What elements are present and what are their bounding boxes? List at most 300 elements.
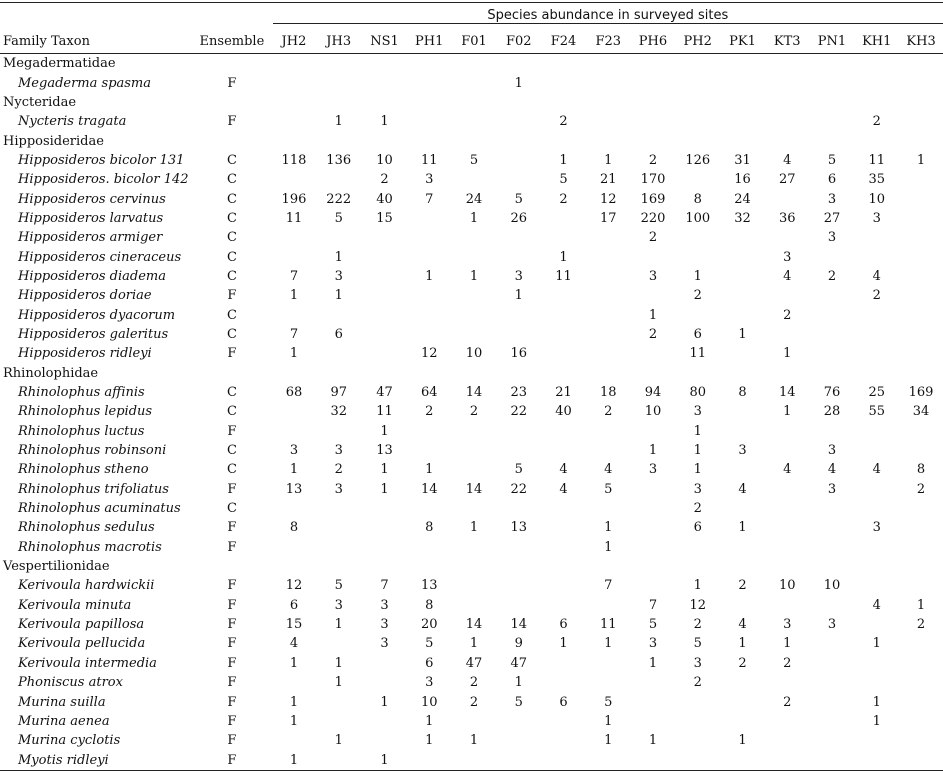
abundance-cell [452, 460, 497, 479]
abundance-cell [854, 422, 899, 441]
empty-cell [899, 54, 943, 74]
abundance-cell [675, 73, 720, 92]
abundance-cell: 1 [738, 326, 747, 342]
species-row [0, 325, 943, 344]
abundance-cell: 1 [334, 249, 343, 265]
abundance-cell [854, 615, 899, 634]
empty-cell [586, 93, 631, 112]
abundance-cell [899, 325, 943, 344]
abundance-cell [407, 112, 452, 131]
species-name: Rhinolophus affinis [18, 385, 145, 401]
abundance-cell [765, 286, 810, 305]
abundance-cell [810, 422, 855, 441]
abundance-cell: 36 [778, 210, 796, 226]
abundance-cell [899, 305, 943, 324]
abundance-cell: 9 [514, 636, 523, 652]
abundance-cell: 1 [469, 210, 479, 226]
abundance-cell [675, 538, 720, 557]
abundance-cell [541, 538, 586, 557]
abundance-cell: 3 [648, 268, 658, 284]
abundance-cell: 35 [868, 172, 885, 188]
family-row [0, 364, 943, 383]
abundance-cell: 1 [289, 713, 299, 729]
family-name: Megadermatidae [3, 56, 116, 72]
abundance-cell [854, 480, 899, 499]
empty-cell [315, 557, 362, 576]
empty-cell [273, 557, 316, 576]
abundance-cell: 8 [916, 462, 926, 478]
abundance-cell [315, 538, 362, 557]
abundance-cell [899, 654, 943, 673]
abundance-cell [452, 422, 497, 441]
abundance-cell: 5 [559, 172, 568, 188]
empty-cell [496, 93, 541, 112]
abundance-cell [452, 499, 497, 518]
abundance-cell [496, 596, 541, 615]
abundance-cell [273, 170, 316, 189]
abundance-cell [720, 692, 765, 711]
abundance-cell: 1 [469, 636, 479, 652]
abundance-cell [765, 673, 810, 692]
abundance-cell: 3 [334, 268, 343, 284]
empty-cell [191, 93, 272, 112]
abundance-cell [496, 731, 541, 750]
abundance-cell: 10 [376, 152, 393, 168]
abundance-cell [810, 518, 855, 537]
abundance-cell: 22 [510, 481, 527, 497]
abundance-cell: 15 [376, 210, 393, 226]
abundance-cell: 1 [334, 288, 343, 304]
abundance-cell: 1 [648, 443, 658, 459]
abundance-cell [720, 673, 765, 692]
abundance-cell: 14 [778, 385, 796, 401]
abundance-cell: 3 [872, 520, 881, 536]
empty-cell [854, 557, 899, 576]
empty-cell [854, 131, 899, 150]
abundance-cell [899, 576, 943, 595]
abundance-cell: 3 [514, 268, 523, 284]
abundance-cell [631, 692, 676, 711]
abundance-cell: 8 [425, 597, 434, 613]
abundance-cell: 2 [693, 501, 702, 517]
abundance-cell: 11 [376, 404, 393, 420]
abundance-cell [496, 325, 541, 344]
abundance-cell: 1 [425, 462, 434, 478]
abundance-cell [496, 499, 541, 518]
empty-cell [854, 54, 899, 74]
abundance-cell [765, 750, 810, 770]
empty-cell [720, 557, 765, 576]
abundance-cell: 220 [640, 210, 666, 226]
header-spacer-ensemble [191, 3, 272, 30]
abundance-cell: 16 [510, 346, 527, 362]
abundance-cell [720, 499, 765, 518]
abundance-cell: 1 [289, 346, 299, 362]
abundance-cell [720, 460, 765, 479]
abundance-cell [854, 441, 899, 460]
ensemble-cell: F [227, 288, 237, 304]
abundance-cell [541, 228, 586, 247]
abundance-cell: 7 [380, 578, 389, 594]
abundance-cell: 1 [693, 578, 702, 594]
abundance-cell [407, 305, 452, 324]
abundance-cell [541, 325, 586, 344]
abundance-cell: 5 [469, 152, 479, 168]
empty-cell [810, 364, 855, 383]
abundance-cell: 34 [912, 404, 930, 420]
species-row [0, 576, 943, 595]
abundance-cell [407, 228, 452, 247]
abundance-cell: 1 [604, 713, 613, 729]
abundance-cell [631, 480, 676, 499]
abundance-cell [452, 441, 497, 460]
species-row [0, 441, 943, 460]
abundance-cell: 10 [465, 346, 483, 362]
abundance-cell [541, 712, 586, 731]
abundance-cell [720, 305, 765, 324]
abundance-cell: 2 [827, 268, 837, 284]
abundance-cell [541, 441, 586, 460]
abundance-cell [541, 422, 586, 441]
abundance-cell: 6 [693, 520, 702, 536]
abundance-cell [720, 73, 765, 92]
abundance-cell: 10 [868, 191, 885, 207]
abundance-cell [362, 344, 407, 363]
species-row [0, 634, 943, 653]
abundance-cell [586, 228, 631, 247]
abundance-cell [854, 228, 899, 247]
abundance-cell: 3 [425, 675, 434, 691]
abundance-cell [765, 112, 810, 131]
empty-cell [191, 131, 272, 150]
abundance-cell [586, 422, 631, 441]
abundance-cell: 2 [559, 114, 568, 130]
species-row [0, 712, 943, 731]
empty-cell [496, 364, 541, 383]
col-header-site: KT3 [765, 29, 810, 54]
abundance-cell: 1 [872, 636, 881, 652]
abundance-cell: 4 [827, 462, 837, 478]
abundance-cell [631, 344, 676, 363]
abundance-cell: 1 [380, 423, 389, 439]
empty-cell [675, 131, 720, 150]
ensemble-cell: F [227, 75, 237, 91]
abundance-cell [899, 112, 943, 131]
abundance-cell [315, 518, 362, 537]
abundance-cell [541, 750, 586, 770]
abundance-cell [407, 422, 452, 441]
abundance-cell: 4 [783, 152, 792, 168]
abundance-cell: 28 [823, 404, 841, 420]
species-row [0, 267, 943, 286]
abundance-cell: 2 [334, 462, 343, 478]
abundance-cell: 12 [599, 191, 617, 207]
group-header-label: Species abundance in surveyed sites [273, 8, 943, 24]
abundance-cell: 32 [734, 210, 751, 226]
empty-cell [675, 54, 720, 74]
col-header-site: F23 [586, 29, 631, 54]
abundance-cell: 1 [693, 443, 702, 459]
abundance-cell [899, 189, 943, 208]
abundance-cell: 1 [559, 152, 568, 168]
species-name: Hipposideros. bicolor 142 [18, 172, 189, 188]
abundance-cell: 2 [648, 152, 658, 168]
abundance-cell: 1 [693, 462, 702, 478]
abundance-cell: 4 [872, 268, 881, 284]
empty-cell [631, 557, 676, 576]
abundance-cell [720, 344, 765, 363]
abundance-cell: 8 [425, 520, 434, 536]
abundance-cell: 7 [425, 191, 434, 207]
abundance-cell [810, 112, 855, 131]
col-header-site: F02 [496, 29, 541, 54]
abundance-cell: 3 [425, 172, 434, 188]
empty-cell [273, 54, 316, 74]
col-header-taxon: Family Taxon [0, 29, 191, 54]
col-header-site: F01 [452, 29, 497, 54]
abundance-cell: 1 [738, 733, 747, 749]
abundance-cell: 94 [644, 385, 662, 401]
abundance-cell: 4 [559, 481, 568, 497]
abundance-cell [452, 596, 497, 615]
abundance-cell: 4 [872, 597, 881, 613]
family-row [0, 557, 943, 576]
empty-cell [586, 131, 631, 150]
abundance-cell [810, 712, 855, 731]
abundance-cell: 2 [783, 655, 792, 671]
abundance-cell [315, 712, 362, 731]
abundance-cell: 3 [738, 443, 747, 459]
abundance-cell [452, 170, 497, 189]
abundance-cell: 1 [380, 462, 389, 478]
ensemble-cell: C [226, 326, 237, 342]
abundance-cell: 16 [734, 172, 751, 188]
abundance-cell [452, 228, 497, 247]
species-name: Hipposideros armiger [18, 230, 163, 246]
species-name: Rhinolophus lepidus [18, 404, 153, 420]
abundance-cell [675, 712, 720, 731]
abundance-cell: 7 [289, 326, 299, 342]
abundance-cell: 14 [465, 385, 483, 401]
abundance-cell: 26 [510, 210, 527, 226]
abundance-cell [315, 750, 362, 770]
abundance-cell [854, 538, 899, 557]
species-name: Murina aenea [18, 713, 110, 729]
abundance-cell: 3 [827, 191, 837, 207]
abundance-cell: 5 [648, 617, 658, 633]
abundance-cell: 1 [648, 655, 658, 671]
abundance-cell [541, 731, 586, 750]
abundance-cell [586, 247, 631, 266]
empty-cell [362, 131, 407, 150]
abundance-cell: 2 [469, 694, 479, 710]
family-row [0, 93, 943, 112]
abundance-cell: 169 [640, 191, 666, 207]
species-abundance-table [0, 2, 943, 771]
abundance-cell [586, 112, 631, 131]
empty-cell [452, 93, 497, 112]
species-row [0, 151, 943, 170]
species-row [0, 73, 943, 92]
empty-cell [899, 93, 943, 112]
ensemble-cell: F [227, 733, 237, 749]
abundance-cell [452, 712, 497, 731]
abundance-cell: 10 [420, 694, 438, 710]
abundance-cell: 5 [827, 152, 837, 168]
abundance-cell: 14 [465, 617, 483, 633]
abundance-cell [720, 422, 765, 441]
abundance-cell: 11 [599, 617, 617, 633]
abundance-cell: 5 [514, 694, 523, 710]
abundance-cell [631, 673, 676, 692]
abundance-cell: 10 [823, 578, 841, 594]
abundance-cell: 4 [604, 462, 613, 478]
empty-cell [362, 364, 407, 383]
abundance-cell: 5 [425, 636, 434, 652]
abundance-cell: 1 [738, 520, 747, 536]
abundance-cell [496, 576, 541, 595]
species-name: Megaderma spasma [18, 75, 152, 91]
abundance-cell: 24 [734, 191, 751, 207]
abundance-cell: 1 [425, 713, 434, 729]
abundance-cell [315, 170, 362, 189]
col-header-site: JH2 [273, 29, 316, 54]
abundance-cell [541, 305, 586, 324]
abundance-cell: 2 [916, 617, 926, 633]
abundance-cell: 13 [285, 481, 303, 497]
empty-cell [854, 364, 899, 383]
abundance-cell: 55 [868, 404, 885, 420]
abundance-cell [315, 422, 362, 441]
abundance-cell: 4 [872, 462, 881, 478]
species-row [0, 499, 943, 518]
abundance-cell: 2 [738, 578, 747, 594]
empty-cell [765, 364, 810, 383]
abundance-cell: 1 [604, 152, 613, 168]
abundance-cell: 136 [326, 152, 352, 168]
abundance-cell: 3 [693, 655, 702, 671]
abundance-cell [496, 112, 541, 131]
abundance-cell: 1 [693, 268, 702, 284]
species-name: Kerivoula hardwickii [18, 578, 155, 594]
abundance-cell: 3 [783, 249, 792, 265]
ensemble-cell: C [226, 385, 237, 401]
abundance-cell: 126 [685, 152, 711, 168]
species-row [0, 480, 943, 499]
ensemble-cell: C [226, 462, 237, 478]
abundance-cell: 13 [376, 443, 393, 459]
family-row [0, 131, 943, 150]
abundance-cell [765, 596, 810, 615]
abundance-cell: 1 [916, 152, 926, 168]
empty-cell [273, 131, 316, 150]
empty-cell [631, 131, 676, 150]
empty-cell [407, 557, 452, 576]
abundance-cell [452, 538, 497, 557]
abundance-cell: 3 [827, 481, 837, 497]
species-name: Hipposideros dyacorum [18, 307, 176, 323]
abundance-cell [496, 305, 541, 324]
abundance-cell [720, 247, 765, 266]
abundance-cell [496, 750, 541, 770]
abundance-cell: 3 [693, 404, 702, 420]
abundance-cell [675, 170, 720, 189]
abundance-cell [720, 538, 765, 557]
ensemble-cell: C [226, 249, 237, 265]
abundance-cell: 21 [599, 172, 617, 188]
abundance-cell [586, 750, 631, 770]
ensemble-cell: F [227, 578, 237, 594]
empty-cell [899, 364, 943, 383]
header-spacer-taxon [0, 3, 191, 30]
col-header-site: F24 [541, 29, 586, 54]
abundance-cell: 76 [823, 385, 841, 401]
empty-cell [541, 131, 586, 150]
species-row [0, 750, 943, 770]
species-row [0, 286, 943, 305]
abundance-cell: 4 [783, 462, 792, 478]
abundance-cell [765, 731, 810, 750]
abundance-cell: 2 [380, 172, 389, 188]
abundance-cell [541, 673, 586, 692]
empty-cell [765, 557, 810, 576]
abundance-cell: 11 [420, 152, 438, 168]
abundance-cell: 80 [689, 385, 706, 401]
abundance-cell: 25 [868, 385, 885, 401]
species-name: Kerivoula pellucida [18, 636, 146, 652]
abundance-cell [854, 750, 899, 770]
empty-cell [315, 364, 362, 383]
species-row [0, 673, 943, 692]
abundance-cell: 1 [334, 675, 343, 691]
abundance-cell: 3 [648, 462, 658, 478]
abundance-cell: 13 [510, 520, 527, 536]
abundance-cell: 3 [334, 443, 343, 459]
species-name: Hipposideros galeritus [18, 326, 169, 342]
empty-cell [810, 54, 855, 74]
species-row [0, 596, 943, 615]
abundance-cell: 4 [289, 636, 299, 652]
col-header-site: PN1 [810, 29, 855, 54]
empty-cell [720, 131, 765, 150]
abundance-cell: 1 [648, 733, 658, 749]
abundance-cell [586, 596, 631, 615]
family-name: Rhinolophidae [3, 365, 99, 381]
abundance-cell: 1 [738, 636, 747, 652]
empty-cell [407, 93, 452, 112]
abundance-cell [810, 325, 855, 344]
abundance-cell [273, 731, 316, 750]
abundance-cell: 10 [778, 578, 796, 594]
species-row [0, 615, 943, 634]
species-name: Rhinolophus sedulus [18, 520, 155, 536]
abundance-cell [810, 596, 855, 615]
abundance-cell: 14 [465, 481, 483, 497]
abundance-cell: 14 [420, 481, 438, 497]
abundance-cell: 2 [469, 675, 479, 691]
abundance-cell [496, 247, 541, 266]
abundance-cell [899, 538, 943, 557]
abundance-cell: 1 [289, 288, 299, 304]
species-row [0, 731, 943, 750]
abundance-cell [315, 228, 362, 247]
abundance-cell: 15 [285, 617, 303, 633]
abundance-cell: 2 [872, 288, 881, 304]
empty-cell [362, 93, 407, 112]
abundance-cell [541, 499, 586, 518]
family-name: Hipposideridae [3, 133, 104, 149]
abundance-cell [899, 673, 943, 692]
